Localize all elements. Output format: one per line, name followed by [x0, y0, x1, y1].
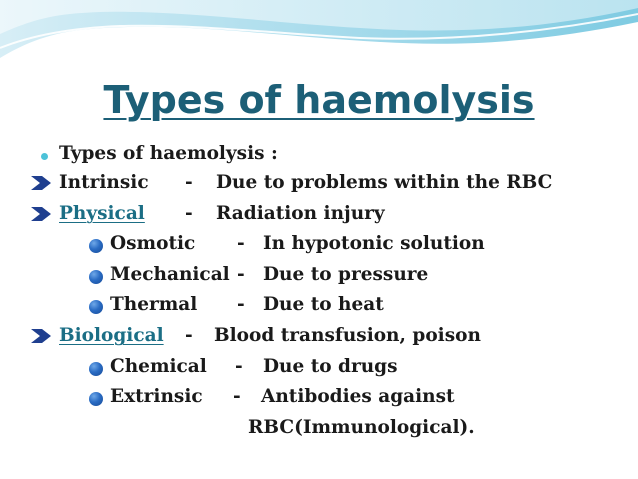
item-description: Blood transfusion, poison [214, 325, 481, 346]
dot-bullet-icon [41, 153, 48, 160]
header-wave-decoration [0, 0, 638, 80]
item-dash: - [237, 294, 245, 315]
slide-title: Types of haemolysis [103, 78, 535, 122]
item-dash: - [235, 356, 243, 377]
item-label: Extrinsic [110, 386, 203, 407]
item-label: Mechanical [110, 264, 230, 285]
item-label: Thermal [110, 294, 198, 315]
item-label-link[interactable]: Physical [59, 203, 145, 224]
arrow-bullet-icon [31, 329, 51, 343]
item-description: Due to pressure [263, 264, 429, 285]
arrow-bullet-icon [31, 176, 51, 190]
item-description: Due to problems within the RBC [216, 172, 553, 193]
ball-bullet-icon [89, 239, 103, 253]
item-description-continuation: RBC(Immunological). [248, 417, 475, 438]
item-description: Due to drugs [263, 356, 398, 377]
ball-bullet-icon [89, 300, 103, 314]
item-description: Antibodies against [261, 386, 455, 407]
item-description: In hypotonic solution [263, 233, 485, 254]
item-dash: - [185, 325, 193, 346]
item-description: Radiation injury [216, 203, 385, 224]
item-label: Intrinsic [59, 172, 149, 193]
item-label-link[interactable]: Biological [59, 325, 164, 346]
item-description: Due to heat [263, 294, 384, 315]
ball-bullet-icon [89, 392, 103, 406]
item-dash: - [185, 172, 193, 193]
intro-text: Types of haemolysis : [59, 143, 278, 164]
item-dash: - [233, 386, 241, 407]
item-label: Chemical [110, 356, 207, 377]
item-dash: - [185, 203, 193, 224]
ball-bullet-icon [89, 362, 103, 376]
ball-bullet-icon [89, 270, 103, 284]
item-dash: - [237, 264, 245, 285]
item-label: Osmotic [110, 233, 196, 254]
item-dash: - [237, 233, 245, 254]
arrow-bullet-icon [31, 207, 51, 221]
